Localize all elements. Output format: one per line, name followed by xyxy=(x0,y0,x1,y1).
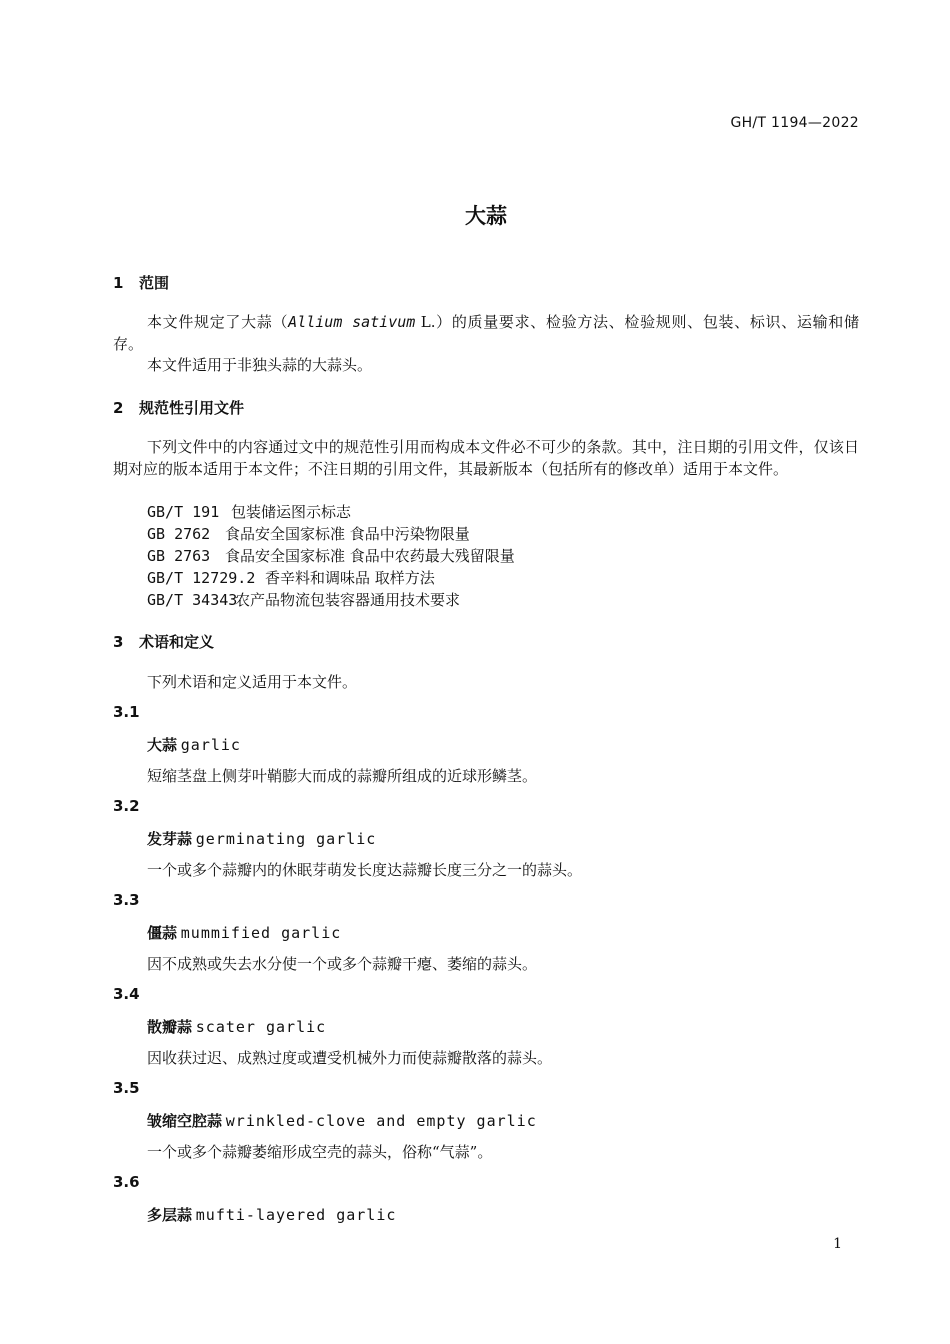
term-zh: 皱缩空腔蒜 xyxy=(147,1112,223,1130)
reference-code: GB/T 191 xyxy=(147,503,220,521)
document-title: 大蒜 xyxy=(465,204,507,228)
section-2-heading xyxy=(113,397,244,418)
term-entry xyxy=(147,734,241,755)
term-zh: 发芽蒜 xyxy=(147,830,193,848)
term-entry xyxy=(147,922,341,943)
term-definition: 短缩茎盘上侧芽叶鞘膨大而成的蒜瓣所组成的近球形鳞茎。 xyxy=(147,767,538,785)
reference-item xyxy=(147,567,435,588)
page-number: 1 xyxy=(833,1236,842,1252)
term-definition: 一个或多个蒜瓣内的休眠芽萌发长度达蒜瓣长度三分之一的蒜头。 xyxy=(147,861,583,879)
section-title: 范围 xyxy=(139,274,170,292)
section-number: 1 xyxy=(113,274,124,292)
section-number: 3 xyxy=(113,633,124,651)
section-1-heading xyxy=(113,272,169,293)
standard-number: GH/T 1194—2022 xyxy=(730,115,859,131)
term-entry xyxy=(147,1016,326,1037)
term-number: 3.4 xyxy=(113,985,140,1003)
reference-title: 农产品物流包装容器通用技术要求 xyxy=(235,591,461,609)
term-definition: 一个或多个蒜瓣萎缩形成空壳的蒜头，俗称“气蒜”。 xyxy=(147,1143,493,1161)
section-number: 2 xyxy=(113,399,124,417)
reference-code: GB 2762 xyxy=(147,525,211,543)
section-3-heading xyxy=(113,631,214,652)
term-en: mummified garlic xyxy=(180,924,342,942)
reference-title: 食品安全国家标准 食品中农药最大残留限量 xyxy=(225,547,515,565)
term-zh: 多层蒜 xyxy=(147,1206,193,1224)
term-entry xyxy=(147,828,376,849)
term-entry xyxy=(147,1204,396,1225)
term-definition: 因收获过迟、成熟过度或遭受机械外力而使蒜瓣散落的蒜头。 xyxy=(147,1049,553,1067)
reference-item xyxy=(147,501,351,522)
term-definition: 因不成熟或失去水分使一个或多个蒜瓣干瘪、萎缩的蒜头。 xyxy=(147,955,538,973)
term-entry xyxy=(147,1110,537,1131)
scope-text-1: 本文件规定了大蒜（ xyxy=(147,313,289,331)
term-en: wrinkled-clove and empty garlic xyxy=(225,1112,537,1130)
normative-intro: 下列文件中的内容通过文中的规范性引用而构成本文件必不可少的条款。其中，注日期的引用文件，仅该日期对应的版本适用于本文件；不注日期的引用文件，其最新版本（包括所有的修改单）适用于本文件。 xyxy=(113,438,859,478)
term-number: 3.2 xyxy=(113,797,140,815)
term-number: 3.3 xyxy=(113,891,140,909)
reference-title: 食品安全国家标准 食品中污染物限量 xyxy=(225,525,470,543)
reference-code: GB/T 34343 xyxy=(147,591,238,609)
section-title: 术语和定义 xyxy=(139,633,215,651)
term-en: germinating garlic xyxy=(195,830,377,848)
reference-item xyxy=(147,545,515,566)
reference-code: GB/T 12729.2 xyxy=(147,569,256,587)
term-zh: 大蒜 xyxy=(147,736,178,754)
term-en: mufti-layered garlic xyxy=(195,1206,397,1224)
reference-code: GB 2763 xyxy=(147,547,211,565)
term-en: garlic xyxy=(180,736,241,754)
section-title: 规范性引用文件 xyxy=(139,399,245,417)
term-number: 3.5 xyxy=(113,1079,140,1097)
reference-item xyxy=(147,589,460,610)
scope-paragraph xyxy=(113,311,859,355)
scope-text-2: L.）的质量要求、检验方法、检验规则、包装、标识、运输和储存。 xyxy=(113,313,859,353)
term-number: 3.6 xyxy=(113,1173,140,1191)
reference-title: 包装储运图示标志 xyxy=(231,503,352,521)
term-number: 3.1 xyxy=(113,703,140,721)
latin-name: Allium sativum xyxy=(288,313,416,331)
term-en: scater garlic xyxy=(195,1018,327,1036)
reference-title: 香辛料和调味品 取样方法 xyxy=(265,569,435,587)
reference-item xyxy=(147,523,470,544)
term-zh: 僵蒜 xyxy=(147,924,178,942)
terms-intro: 下列术语和定义适用于本文件。 xyxy=(147,673,358,691)
scope-applicability: 本文件适用于非独头蒜的大蒜头。 xyxy=(147,356,373,374)
term-zh: 散瓣蒜 xyxy=(147,1018,193,1036)
